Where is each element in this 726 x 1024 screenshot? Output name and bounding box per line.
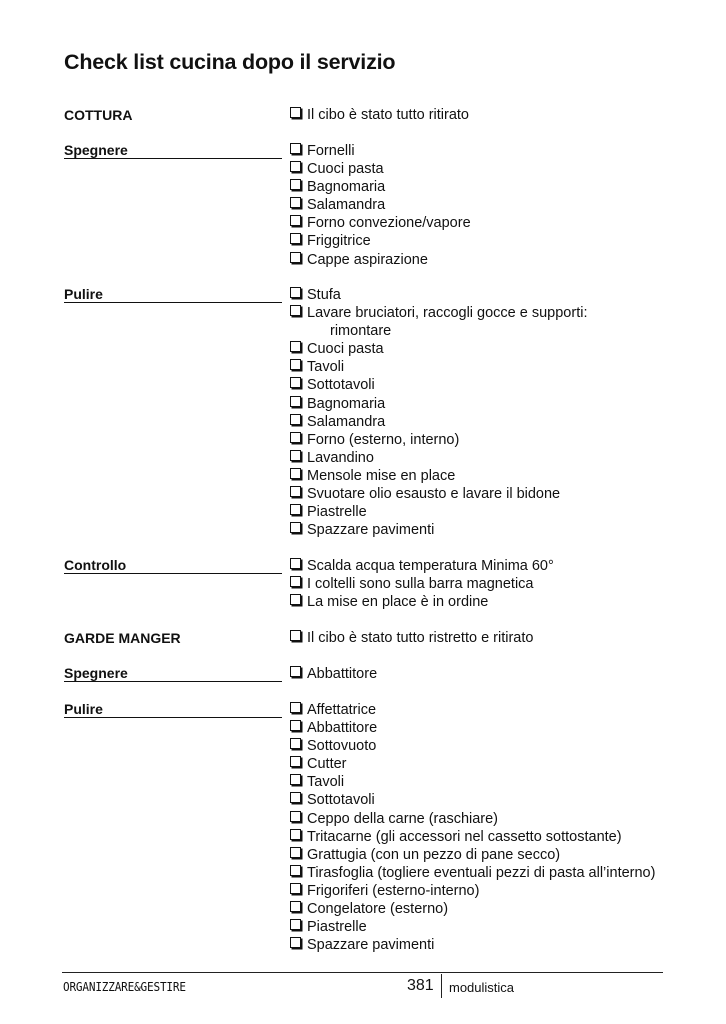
checklist-item (289, 629, 533, 647)
checkbox-icon[interactable] (290, 197, 301, 208)
checklist-item-text: Grattugia (con un pezzo di pane secco) (307, 846, 561, 863)
checklist-item (289, 936, 655, 954)
checklist-item-text: Bagnomaria (307, 395, 386, 412)
checklist-item-text: I coltelli sono sulla barra magnetica (307, 576, 534, 593)
section-label: Pulire (64, 286, 282, 303)
checklist-item (289, 810, 655, 828)
checklist-item-text: Cuoci pasta (307, 161, 384, 178)
checkbox-icon[interactable] (290, 937, 301, 948)
checklist-item (289, 521, 587, 539)
checklist-item-text: Abbattitore (307, 720, 378, 737)
section-items (289, 701, 655, 954)
checkbox-icon[interactable] (290, 720, 301, 731)
checklist-item (289, 214, 471, 232)
checklist-item-text: Cuoci pasta (307, 341, 384, 358)
checkbox-icon[interactable] (290, 414, 301, 425)
checkbox-icon[interactable] (290, 738, 301, 749)
checkbox-icon[interactable] (290, 107, 301, 118)
checklist-item (289, 467, 587, 485)
section-items (289, 286, 587, 539)
checklist-item (289, 395, 587, 413)
checklist-item (289, 864, 655, 882)
checklist-item-text: Piastrelle (307, 504, 367, 521)
checkbox-icon[interactable] (290, 576, 301, 587)
footer-section-name: modulistica (449, 980, 515, 995)
checklist-item-text: Abbattitore (307, 666, 378, 682)
checklist-item-text: Il cibo è stato tutto ristretto e ritirato (307, 630, 534, 646)
checklist-item (289, 737, 655, 755)
checklist-item-text: Cutter (307, 756, 347, 773)
checkbox-icon[interactable] (290, 594, 301, 605)
checklist-item (289, 755, 655, 773)
checkbox-icon[interactable] (290, 702, 301, 713)
page-title: Check list cucina dopo il servizio (64, 50, 396, 74)
checkbox-icon[interactable] (290, 252, 301, 263)
checklist-item (289, 900, 655, 918)
checklist-section (0, 629, 726, 647)
checklist-item (289, 142, 471, 160)
checklist-item-continuation: rimontare (330, 323, 392, 340)
checkbox-icon[interactable] (290, 666, 301, 677)
checklist-item-text: Lavandino (307, 449, 374, 466)
section-label: Spegnere (64, 142, 282, 159)
checklist-item-text: Spazzare pavimenti (307, 937, 435, 954)
footer-divider (62, 972, 663, 973)
checkbox-icon[interactable] (290, 432, 301, 443)
checklist-item-text: Tirasfoglia (togliere eventuali pezzi di pasta all’interno) (307, 864, 656, 881)
checklist-item (289, 376, 587, 394)
checklist-item (289, 251, 471, 269)
checklist-item (289, 160, 471, 178)
section-label: Pulire (64, 701, 282, 718)
checklist-item-text: Salamandra (307, 413, 386, 430)
checklist-section (0, 286, 726, 539)
section-label: Spegnere (64, 665, 282, 682)
checkbox-icon[interactable] (290, 287, 301, 298)
checkbox-icon[interactable] (290, 558, 301, 569)
checklist-item (289, 828, 655, 846)
checkbox-icon[interactable] (290, 341, 301, 352)
checkbox-icon[interactable] (290, 486, 301, 497)
checklist-item (289, 557, 554, 575)
checklist-item-text: Mensole mise en place (307, 467, 456, 484)
checkbox-icon[interactable] (290, 901, 301, 912)
checklist-item (289, 358, 587, 376)
checkbox-icon[interactable] (290, 883, 301, 894)
checkbox-icon[interactable] (290, 377, 301, 388)
checklist-item-text: Svuotare olio esausto e lavare il bidone (307, 486, 561, 503)
section-label: Controllo (64, 557, 282, 574)
checkbox-icon[interactable] (290, 847, 301, 858)
section-items (289, 142, 471, 269)
checklist-item-text: Fornelli (307, 143, 355, 159)
checklist-item (289, 232, 471, 250)
checkbox-icon[interactable] (290, 143, 301, 154)
checklist-section (0, 557, 726, 611)
section-items (289, 106, 469, 124)
checklist-item (289, 575, 554, 593)
checklist-item-text: Frigoriferi (esterno-interno) (307, 882, 480, 899)
checkbox-icon[interactable] (290, 215, 301, 226)
checkbox-icon[interactable] (290, 630, 301, 641)
checkbox-icon[interactable] (290, 233, 301, 244)
section-items (289, 557, 554, 611)
checklist-item-text: Sottotavoli (307, 377, 375, 394)
checkbox-icon[interactable] (290, 504, 301, 515)
checklist-item-text: Scalda acqua temperatura Minima 60° (307, 558, 554, 574)
checklist-item-text: Piastrelle (307, 919, 367, 936)
checklist-section (0, 701, 726, 954)
checkbox-icon[interactable] (290, 811, 301, 822)
checklist-item-text: Bagnomaria (307, 179, 386, 196)
checkbox-icon[interactable] (290, 161, 301, 172)
checklist-item (289, 304, 587, 322)
section-items (289, 665, 377, 683)
checklist-item (289, 665, 377, 683)
checklist-item-text: Tritacarne (gli accessori nel cassetto sottostante) (307, 828, 622, 845)
checklist-item-text: Tavoli (307, 774, 345, 791)
checkbox-icon[interactable] (290, 522, 301, 533)
checkbox-icon[interactable] (290, 756, 301, 767)
checklist-item (289, 701, 655, 719)
checkbox-icon[interactable] (290, 792, 301, 803)
checklist-item-text: Ceppo della carne (raschiare) (307, 810, 499, 827)
checklist-item (289, 340, 587, 358)
checklist-section (0, 142, 726, 268)
checkbox-icon[interactable] (290, 359, 301, 370)
checklist-item-text: Lavare bruciatori, raccogli gocce e supporti: (307, 305, 588, 322)
footer-separator (441, 974, 442, 998)
checklist-item (289, 918, 655, 936)
checklist-item-text: Friggitrice (307, 233, 371, 250)
checklist-item-text: Forno convezione/vapore (307, 215, 471, 232)
checklist-item (289, 196, 471, 214)
checklist-section (0, 665, 726, 683)
checklist-item-text: Sottotavoli (307, 792, 375, 809)
checklist-section (0, 106, 726, 124)
checkbox-icon[interactable] (290, 774, 301, 785)
checkbox-icon[interactable] (290, 468, 301, 479)
checklist-item-text: Affettatrice (307, 702, 377, 718)
checkbox-icon[interactable] (290, 450, 301, 461)
checkbox-icon[interactable] (290, 396, 301, 407)
checklist-item (289, 485, 587, 503)
checkbox-icon[interactable] (290, 865, 301, 876)
checkbox-icon[interactable] (290, 305, 301, 316)
checklist-item-text: Stufa (307, 287, 341, 303)
checklist-item-text: Spazzare pavimenti (307, 522, 435, 539)
checklist-item (289, 431, 587, 449)
checklist-item (289, 882, 655, 900)
checklist-item-text: Il cibo è stato tutto ritirato (307, 107, 469, 123)
footer-brand: ORGANIZZARE&GESTIRE (63, 980, 186, 994)
checklist-item (289, 773, 655, 791)
page-number: 381 (407, 977, 434, 994)
checklist-item-text: La mise en place è in ordine (307, 594, 489, 611)
checklist-item-text: Sottovuoto (307, 738, 377, 755)
checklist-item-text: Forno (esterno, interno) (307, 431, 460, 448)
section-label: COTTURA (64, 107, 133, 123)
section-label: GARDE MANGER (64, 630, 181, 646)
checklist-item (289, 719, 655, 737)
checklist-item (289, 178, 471, 196)
checklist-item (289, 791, 655, 809)
checklist-item-text: Salamandra (307, 197, 386, 214)
checklist-item (289, 846, 655, 864)
checklist-item (289, 503, 587, 521)
checkbox-icon[interactable] (290, 179, 301, 190)
section-items (289, 629, 533, 647)
checklist-item (289, 286, 587, 304)
checklist-item-text: Cappe aspirazione (307, 251, 428, 268)
checklist-item-text: Congelatore (esterno) (307, 901, 449, 918)
checklist-item (289, 449, 587, 467)
checkbox-icon[interactable] (290, 919, 301, 930)
checklist-item (289, 106, 469, 124)
checklist-item-text: Tavoli (307, 359, 345, 376)
checklist-item (289, 593, 554, 611)
checkbox-icon[interactable] (290, 829, 301, 840)
checklist-item (289, 413, 587, 431)
